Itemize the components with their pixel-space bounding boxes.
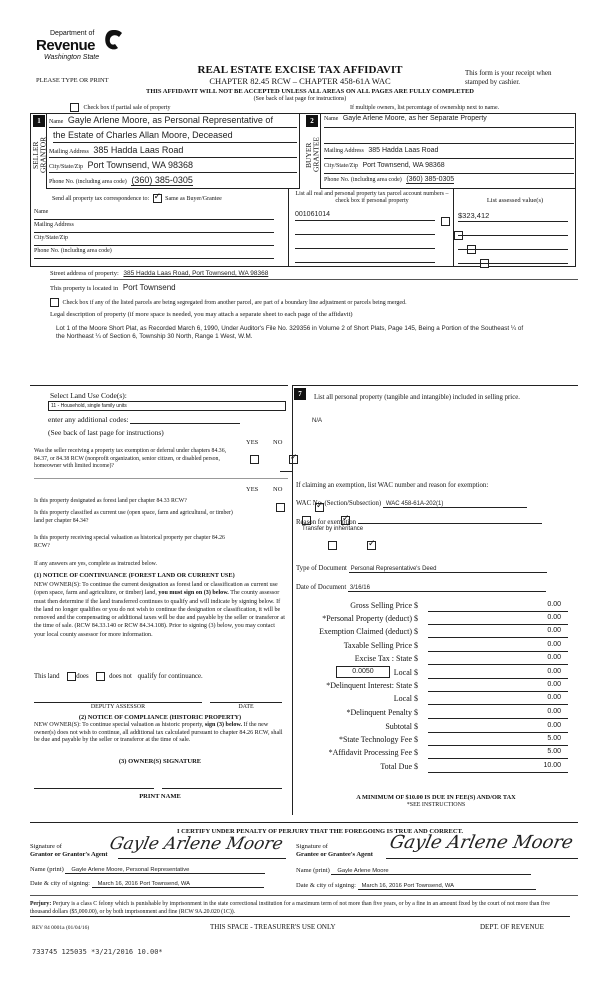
parcel-personal-checkbox-1[interactable] xyxy=(441,217,450,226)
buyer-name-line1[interactable]: Gayle Arlene Moore, as her Separate Property xyxy=(342,115,487,122)
amount-row-delinquent-penalty xyxy=(300,708,570,721)
seller-city-label: City/State/Zip xyxy=(49,164,83,170)
amount-label: Taxable Selling Price $ xyxy=(343,641,418,650)
buyer-city-row xyxy=(324,162,574,174)
assessed-header: List assessed value(s) xyxy=(486,197,544,204)
wac-value[interactable]: WAC 458-61A-202(1) xyxy=(383,501,527,508)
correspondence-mailing-label: Mailing Address xyxy=(34,222,74,228)
amount-row-excise-local xyxy=(300,668,570,681)
seller-mailing-address[interactable]: 385 Hadda Laas Road xyxy=(93,145,184,155)
grantee-sig-label-2: Grantee or Grantee's Agent xyxy=(296,851,373,858)
amount-label: *Delinquent Penalty $ xyxy=(346,708,418,717)
parcel-number-3[interactable] xyxy=(295,240,435,249)
doc-date-row xyxy=(296,584,566,592)
amount-value[interactable]: 0.00 xyxy=(547,601,561,608)
notice-continuance-bold: you must sign on (3) below. xyxy=(158,590,229,597)
street-address-value[interactable]: 385 Hadda Laas Road, Port Townsend, WA 98368 xyxy=(123,270,269,277)
legal-description-label: Legal description of property (if more space is needed, you may attach a separate sheet to each page of the affidavit) xyxy=(50,311,353,318)
amount-value[interactable]: 0.00 xyxy=(547,722,561,729)
street-address-row xyxy=(50,270,578,280)
amount-label: *Personal Property (deduct) $ xyxy=(322,614,418,623)
this-land-label: This land xyxy=(34,673,60,681)
section-7-marker: 7 xyxy=(294,388,306,400)
logo-swirl-icon xyxy=(102,28,124,52)
personal-property-value[interactable]: N/A xyxy=(312,418,323,424)
amount-row-personal-property xyxy=(300,614,570,627)
treasurer-use-only: THIS SPACE - TREASURER'S USE ONLY xyxy=(210,923,336,931)
question-divider xyxy=(34,478,288,479)
yes-header-2: YES xyxy=(246,486,259,493)
dept-of-revenue: DEPT. OF REVENUE xyxy=(480,923,544,931)
perjury-text: Perjury is a class C felony which is punishable by imprisonment in the state correctional institution for a maximum term of not more than five years, or by a fine in an amount fixed by the court of not more than five thousand dollars ($5,000.00), or by both imprisonment and fine (RCW 9A.20.020 (1C)). xyxy=(30,901,550,915)
amount-label: Gross Selling Price $ xyxy=(350,601,418,610)
notice-compliance-text-a: NEW OWNER(S): To continue special valuation as historic property, xyxy=(34,722,204,728)
parcel-number-2[interactable] xyxy=(295,226,435,235)
grantor-name-value[interactable]: Gayle Arlene Moore, Personal Representative xyxy=(65,867,265,874)
perjury-bold: Perjury: xyxy=(30,901,52,907)
if-yes-note: If any answers are yes, complete as instructed below. xyxy=(34,561,157,567)
amount-label: *Delinquent Interest: State $ xyxy=(326,681,418,690)
correspondence-phone-row[interactable] xyxy=(34,248,274,259)
grantee-signature[interactable]: Gayle Arlene Moore xyxy=(387,832,575,853)
q2-yes-checkbox[interactable] xyxy=(276,503,285,512)
q1-yes-checkbox[interactable] xyxy=(250,455,259,464)
grantor-signature-label xyxy=(30,843,108,859)
seller-city-state-zip[interactable]: Port Townsend, WA 98368 xyxy=(87,160,194,170)
doc-date-value[interactable]: 3/16/16 xyxy=(348,585,546,592)
amount-label: *State Technology Fee $ xyxy=(338,735,418,744)
no-header-2: NO xyxy=(273,486,283,493)
correspondence-mailing-row[interactable] xyxy=(34,222,274,233)
located-in-row xyxy=(50,283,176,292)
additional-codes-input[interactable] xyxy=(130,415,240,424)
amount-row-taxable-selling-price xyxy=(300,641,570,654)
land-use-selected-value: 11 - Household, single family units xyxy=(51,403,127,409)
amount-value[interactable]: 0.00 xyxy=(547,641,561,648)
page-title: REAL ESTATE EXCISE TAX AFFIDAVIT xyxy=(197,64,403,76)
seller-name-line1[interactable]: Gayle Arlene Moore, as Personal Representative of xyxy=(67,115,273,125)
segregated-label: Check box if any of the listed parcels are being segregated from another parcel, are part of a boundary line adjustment or parcels being merged. xyxy=(62,299,407,306)
same-as-buyer-checkbox[interactable] xyxy=(153,194,162,203)
amount-value[interactable]: 0.00 xyxy=(547,708,561,715)
amount-value[interactable]: 0.00 xyxy=(547,681,561,688)
buyer-mailing-label: Mailing Address xyxy=(324,148,364,154)
deputy-assessor-line[interactable] xyxy=(34,702,202,703)
located-in-label: This property is located in xyxy=(50,285,119,292)
reason-row xyxy=(296,517,566,526)
segregated-row xyxy=(50,298,407,307)
grantor-date-row xyxy=(30,880,264,888)
grantee-name-label: Name (print) xyxy=(296,867,330,874)
located-in-value[interactable]: Port Townsend xyxy=(122,283,176,292)
amount-label: Exemption Claimed (deduct) $ xyxy=(319,627,418,636)
doc-type-row xyxy=(296,565,566,573)
see-instructions-note: *SEE INSTRUCTIONS xyxy=(406,802,466,808)
section-2-marker: 2 xyxy=(306,115,318,127)
doc-type-value[interactable]: Personal Representative's Deed xyxy=(349,566,547,573)
notice-continuance-text-b: The county assessor must then determine if the land transferred continues to qualify and will indicate by signing below. If the land no longer qualifies or you do not wish to continue the designation or classification, it will be removed and the compensating or additional taxes will be due and payable by the seller or transferor at the time of sale. (RCW 84.33.140 or RCW 84.34.108). Prior to signing (3) below, you may contact your local county assessor for more information. xyxy=(34,590,285,638)
grantor-sig-label-2: Grantor or Grantor's Agent xyxy=(30,851,108,858)
form-number: REV 84 0001a (01/04/16) xyxy=(32,925,90,931)
seller-city-row xyxy=(49,160,297,173)
notice-compliance-bold: sign (3) below. xyxy=(204,722,242,728)
grantor-signature[interactable]: Gayle Arlene Moore xyxy=(107,834,285,854)
notice-compliance-title: (2) NOTICE OF COMPLIANCE (HISTORIC PROPERTY) xyxy=(78,714,242,721)
amount-value[interactable]: 5.00 xyxy=(547,748,561,755)
amount-label: *Affidavit Processing Fee $ xyxy=(328,748,418,757)
notice-compliance-text-b: If the new owner(s) does not wish to continue, all additional tax calculated pursuant to chapter 84.26 RCW, shall be due and payable by the seller or transferor at the time of sale. xyxy=(34,722,283,744)
assessed-section xyxy=(454,189,576,267)
street-address-label: Street address of property: xyxy=(50,270,119,277)
grantee-name-row xyxy=(296,867,531,875)
correspondence-city-label: City/State/Zip xyxy=(34,235,68,241)
partial-sale-checkbox[interactable] xyxy=(70,103,79,112)
local-rate-box[interactable]: 0.0050 xyxy=(336,666,390,678)
amount-row-exemption-claimed xyxy=(300,627,570,640)
chapter-subtitle: CHAPTER 82.45 RCW – CHAPTER 458-61A WAC xyxy=(209,76,391,86)
assessed-value-3[interactable] xyxy=(458,241,568,250)
amount-value[interactable]: 0.00 xyxy=(547,694,561,701)
seller-mailing-label: Mailing Address xyxy=(49,149,89,155)
doc-date-label: Date of Document xyxy=(296,584,347,591)
exemption-claim-label: If claiming an exemption, list WAC number and reason for exemption: xyxy=(296,482,489,489)
seller-phone[interactable]: (360) 385-0305 xyxy=(131,175,193,185)
multiple-owners-note: If multiple owners, list percentage of ownership next to name. xyxy=(350,105,500,111)
does-not-label: does not xyxy=(109,673,132,681)
land-use-select[interactable] xyxy=(48,401,286,411)
amount-value[interactable]: 0.00 xyxy=(547,614,561,621)
buyer-name-label: Name xyxy=(324,116,339,122)
amount-value[interactable]: 10.00 xyxy=(543,762,561,769)
exemption-question: Was the seller receiving a property tax exemption or deferral under chapters 84.36, 84.37, or 84.38 RCW (nonprofit organization, senior citizen, or disabled person, homeowner with limited income)? xyxy=(34,448,227,469)
amount-label: Total Due $ xyxy=(380,762,418,771)
dor-logo xyxy=(36,28,126,70)
seller-name-line2[interactable]: the Estate of Charles Allan Moore, Deceased xyxy=(53,130,297,143)
grantee-signature-label xyxy=(296,843,373,859)
no-header-1: NO xyxy=(273,439,283,446)
correspondence-header xyxy=(52,194,222,203)
seller-phone-label: Phone No. (including area code) xyxy=(49,179,127,185)
continuance-row xyxy=(34,672,203,681)
deputy-assessor-label: DEPUTY ASSESSOR xyxy=(90,704,146,710)
buyer-grantee-label: BUYER GRANTEE xyxy=(304,137,321,173)
seller-name-row xyxy=(49,115,297,128)
assessed-value-2[interactable] xyxy=(458,227,568,236)
owner-signature-line-1[interactable] xyxy=(34,788,154,789)
seller-phone-row xyxy=(49,175,297,187)
assessed-value-4[interactable] xyxy=(458,255,568,264)
correspondence-city-row[interactable] xyxy=(34,235,274,246)
parcel-number-4[interactable] xyxy=(295,254,435,263)
amount-row-affidavit-processing-fee xyxy=(300,748,570,761)
grantee-date-row xyxy=(296,882,536,890)
owner-signature-line-2[interactable] xyxy=(162,788,282,789)
partial-sale-row xyxy=(70,103,170,112)
notice-continuance-title: (1) NOTICE OF CONTINUANCE (FOREST LAND OR CURRENT USE) xyxy=(34,572,235,579)
grantor-date-value[interactable]: March 16, 2016 Port Townsend, WA xyxy=(92,881,264,888)
seller-mailing-row xyxy=(49,145,297,158)
amount-label: Excise Tax : State $ xyxy=(354,654,418,663)
certification-statement: I CERTIFY UNDER PENALTY OF PERJURY THAT THE FOREGOING IS TRUE AND CORRECT. xyxy=(176,828,463,835)
forest-land-question: Is this property designated as forest land per chapter 84.33 RCW? xyxy=(34,498,187,504)
perjury-notice xyxy=(30,900,570,917)
instructions-note: (See back of last page for instructions) xyxy=(253,96,347,102)
certification-divider xyxy=(30,822,578,823)
reason-label: Reason for exemption xyxy=(296,519,357,526)
amount-value[interactable]: 0.00 xyxy=(547,668,561,675)
amount-row-delinquent-interest-local xyxy=(300,694,570,707)
doc-type-label: Type of Document xyxy=(296,565,347,572)
amount-value[interactable]: 5.00 xyxy=(547,735,561,742)
please-type-label: PLEASE TYPE OR PRINT xyxy=(36,77,109,84)
legal-description-value[interactable]: Lot 1 of the Moore Short Plat, as Recorded March 6, 1990, Under Auditor's File No. 329356 in Volume 2 of Short Plats, Page 145, Being a Portion of the Southeast ¼ of the Northeast ¼ of Section 6, Township 30 North, Range 1 West, W.M. xyxy=(56,325,524,340)
print-name-label: PRINT NAME xyxy=(139,793,181,800)
seller-grantor-label: SELLER GRANTOR xyxy=(31,136,48,174)
grantor-date-label: Date & city of signing: xyxy=(30,880,90,887)
seller-section xyxy=(46,113,300,189)
land-use-label: Select Land Use Code(s): xyxy=(50,391,127,400)
correspondence-section xyxy=(30,189,288,267)
amount-row-subtotal xyxy=(300,722,570,735)
section-1-marker: 1 xyxy=(33,115,45,127)
personal-property-label: List all personal property (tangible and intangible) included in selling price. xyxy=(314,394,520,401)
amount-label: Subtotal $ xyxy=(385,722,418,731)
partial-sale-label: Check box if partial sale of property xyxy=(83,104,171,111)
buyer-name-row xyxy=(324,115,574,128)
parcel-header: List all real and personal property tax parcel account numbers – check box if personal property xyxy=(295,191,449,204)
amount-value[interactable]: 0.00 xyxy=(547,627,561,634)
assessor-date-label: DATE xyxy=(238,704,254,710)
does-checkbox[interactable] xyxy=(67,672,76,681)
historical-question: Is this property receiving special valuation as historical property per chapter 84.26 RCW? xyxy=(34,535,225,549)
logo-state-text: Washington State xyxy=(44,54,100,61)
minimum-due-note: A MINIMUM OF $10.00 IS DUE IN FEE(S) AND/OR TAX xyxy=(356,794,516,801)
logo-revenue-text: Revenue xyxy=(36,37,96,54)
segregated-checkbox[interactable] xyxy=(50,298,59,307)
correspondence-phone-label: Phone No. (including area code) xyxy=(34,248,112,254)
grantee-date-value[interactable]: March 16, 2016 Port Townsend, WA xyxy=(358,883,536,890)
buyer-name-line2[interactable] xyxy=(324,131,574,144)
warning-text: THIS AFFIDAVIT WILL NOT BE ACCEPTED UNLESS ALL AREAS ON ALL PAGES ARE FULLY COMPLETED xyxy=(146,88,474,95)
reason-line[interactable] xyxy=(358,517,542,524)
amount-row-total-due xyxy=(300,762,570,775)
grantee-name-value[interactable]: Gayle Arlene Moore xyxy=(331,868,531,875)
notice-continuance-text-a: NEW OWNER(S): To continue the current designation as forest land or classification as current use (open space, farm and agriculture, or timber) land, xyxy=(34,582,278,597)
buyer-section xyxy=(320,113,576,189)
seller-name-label: Name xyxy=(49,119,64,125)
receipt-note: This form is your receipt when stamped by cashier. xyxy=(465,69,552,86)
grantor-name-row xyxy=(30,866,265,874)
owner-signature-label: (3) OWNER(S) SIGNATURE xyxy=(118,758,202,765)
amount-value[interactable]: 0.00 xyxy=(547,654,561,661)
grantee-sig-label-1: Signature of xyxy=(296,843,328,850)
yes-header-1: YES xyxy=(246,439,259,446)
amount-row-delinquent-interest-state xyxy=(300,681,570,694)
same-as-buyer-label: Same as Buyer/Grantee xyxy=(165,195,222,202)
additional-codes-row xyxy=(48,415,280,424)
buyer-phone-row xyxy=(324,176,574,187)
perjury-divider xyxy=(30,895,578,896)
parcel-section xyxy=(288,189,454,267)
buyer-city-state-zip[interactable]: Port Townsend, WA 98368 xyxy=(362,162,445,169)
wac-row xyxy=(296,500,566,508)
correspondence-name-label: Name xyxy=(34,209,49,215)
grantee-date-label: Date & city of signing: xyxy=(296,882,356,889)
personal-property-divider xyxy=(280,471,292,472)
buyer-mailing-row xyxy=(324,147,574,159)
grantor-name-label: Name (print) xyxy=(30,866,64,873)
buyer-city-label: City/State/Zip xyxy=(324,163,358,169)
wac-label: WAC No. (Section/Subsection) xyxy=(296,500,382,507)
land-use-instructions: (See back of last page for instructions) xyxy=(48,428,164,437)
buyer-phone-label: Phone No. (including area code) xyxy=(324,177,402,183)
amount-row-state-technology-fee xyxy=(300,735,570,748)
grantee-signature-line[interactable] xyxy=(386,858,578,859)
grantor-signature-line[interactable] xyxy=(118,858,286,859)
reason-value[interactable]: Transfer by inheritance xyxy=(302,526,364,532)
correspondence-label: Send all property tax correspondence to: xyxy=(52,195,150,202)
treasurer-stamp: 733745 125035 *3/21/2016 10.00* xyxy=(32,948,163,956)
buyer-mailing-address[interactable]: 385 Hadda Laas Road xyxy=(368,147,439,154)
grantor-sig-label-1: Signature of xyxy=(30,843,62,850)
amount-label: Local $ xyxy=(393,694,418,703)
buyer-phone[interactable]: (360) 385-0305 xyxy=(406,176,455,183)
qualify-label: qualify for continuance. xyxy=(137,673,203,681)
parcel-number-1[interactable]: 001061014 xyxy=(295,211,435,221)
current-use-question: Is this property classified as current use (open space, farm and agricultural, or timber) land per chapter 84.34? xyxy=(34,510,233,524)
does-not-checkbox[interactable] xyxy=(96,672,105,681)
assessed-value-1[interactable]: $323,412 xyxy=(458,211,568,222)
correspondence-name-row[interactable] xyxy=(34,209,274,220)
logo-department-text: Department of xyxy=(50,30,95,37)
amount-label: Local $ xyxy=(393,668,418,677)
amount-row-gross-selling-price xyxy=(300,601,570,614)
does-label: does xyxy=(76,673,89,681)
additional-codes-label: enter any additional codes: xyxy=(48,415,129,424)
